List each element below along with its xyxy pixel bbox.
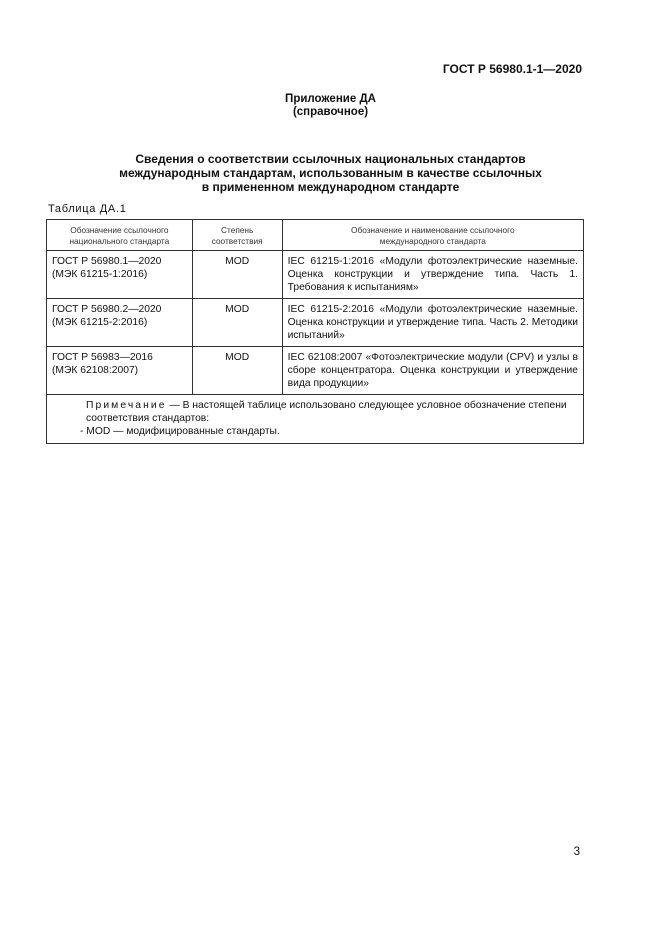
header-line: Степень <box>221 225 254 235</box>
title-line: международным стандартам, использованным в качестве ссылочных <box>119 166 542 180</box>
title-line: Сведения о соответствии ссылочных национальных стандартов <box>135 152 526 166</box>
column-header-international <box>282 220 583 251</box>
table-note <box>47 395 584 444</box>
note-text-line <box>54 399 576 425</box>
degree-cell: MOD <box>192 347 282 395</box>
annex-kind: (справочное) <box>292 106 369 118</box>
header-line: соответствия <box>211 236 263 246</box>
table-row <box>47 299 584 347</box>
note-item: - MOD — модифицированные стандарты. <box>80 426 280 437</box>
column-header-degree <box>192 220 282 251</box>
document-code: ГОСТ Р 56980.1-1—2020 <box>442 62 582 76</box>
national-equivalent: (МЭК 61215-2:2016) <box>52 317 148 328</box>
international-standard-cell: IEC 62108:2007 «Фотоэлектрические модули (CPV) и узлы в сборе концентратора. Оценка конструкции и утверждение вида продукции» <box>282 347 583 395</box>
section-title <box>0 152 661 194</box>
international-standard-cell: IEC 61215-1:2016 «Модули фотоэлектрические наземные. Оценка конструкции и утверждение типа. Часть 1. Требования к испытаниям» <box>282 251 583 299</box>
table-note-row <box>47 395 584 444</box>
note-text: — В настоящей таблице использовано следующее условное обозначение степени соответствия стандартов: <box>86 400 567 424</box>
header-line: национального стандарта <box>69 236 170 246</box>
degree-cell: MOD <box>192 299 282 347</box>
national-standard-cell <box>47 299 193 347</box>
national-standard-cell <box>47 251 193 299</box>
national-code: ГОСТ Р 56980.1—2020 <box>52 256 162 267</box>
correspondence-table <box>46 219 584 444</box>
national-code: ГОСТ Р 56980.2—2020 <box>52 304 162 315</box>
degree-cell: MOD <box>192 251 282 299</box>
page-number: 3 <box>573 846 580 858</box>
annex-name: Приложение ДА <box>285 93 376 105</box>
title-line: в примененном международном стандарте <box>201 180 460 194</box>
column-header-national <box>47 220 193 251</box>
national-code: ГОСТ Р 56983—2016 <box>52 352 153 363</box>
international-standard-cell: IEC 61215-2:2016 «Модули фотоэлектрические наземные. Оценка конструкции и утверждение типа. Часть 2. Методики испытаний» <box>282 299 583 347</box>
table-label: Таблица ДА.1 <box>48 203 127 215</box>
national-equivalent: (МЭК 61215-1:2016) <box>52 269 148 280</box>
header-line: Обозначение и наименование ссылочного <box>351 225 515 235</box>
note-label: Примечание <box>86 400 167 411</box>
table-row <box>47 251 584 299</box>
national-equivalent: (МЭК 62108:2007) <box>52 365 139 376</box>
table-header-row <box>47 220 584 251</box>
table-row <box>47 347 584 395</box>
header-line: международного стандарта <box>379 236 486 246</box>
annex-heading <box>0 93 661 119</box>
header-line: Обозначение ссылочного <box>70 225 169 235</box>
national-standard-cell <box>47 347 193 395</box>
